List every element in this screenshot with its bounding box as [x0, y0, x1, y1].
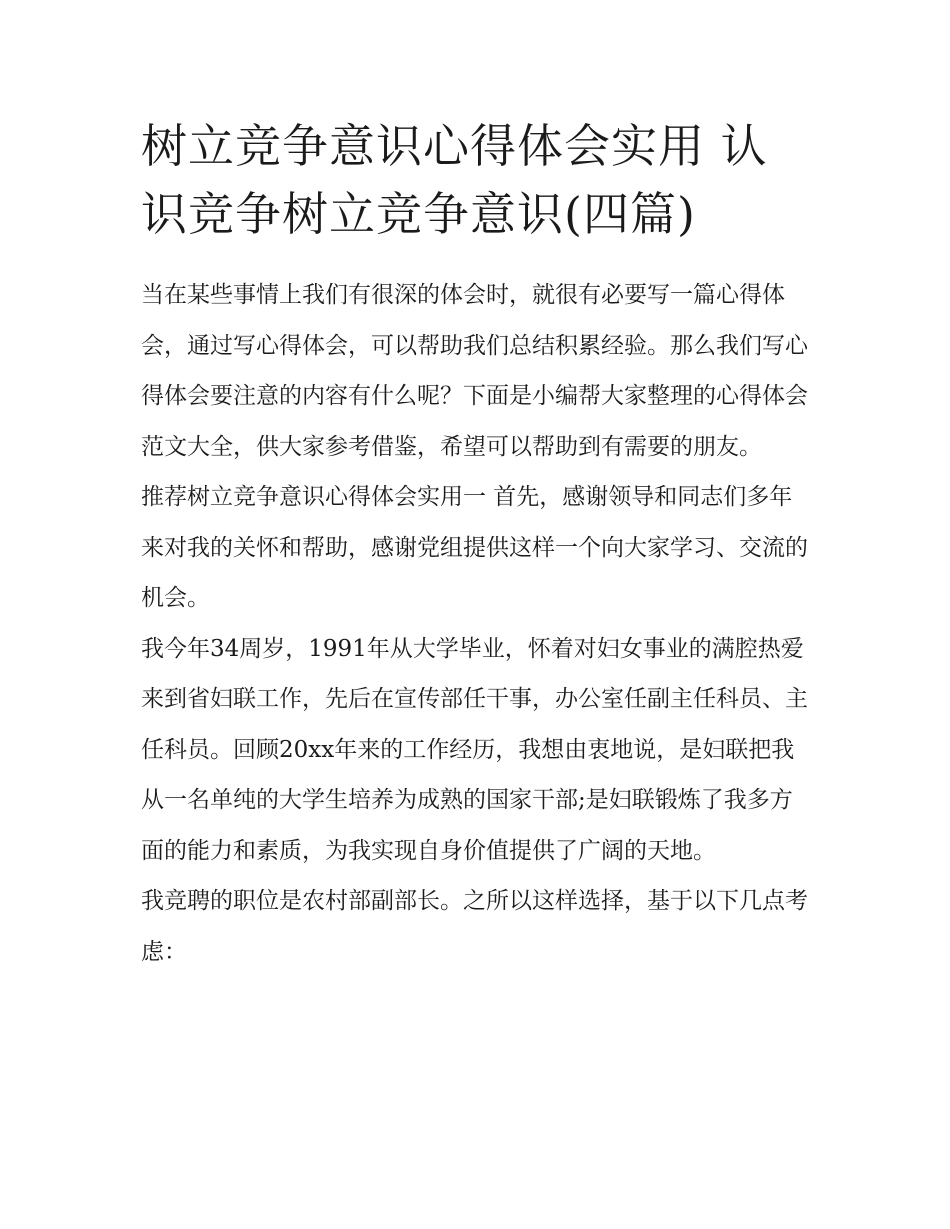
paragraph-recommend: 推荐树立竞争意识心得体会实用一 首先，感谢领导和同志们多年来对我的关怀和帮助，感谢党组提供这样一个向大家学习、交流的机会。: [141, 484, 808, 611]
document-title: 树立竞争意识心得体会实用 认识竞争树立竞争意识(四篇): [141, 119, 768, 241]
paragraph-intro: 当在某些事情上我们有很深的体会时，就很有必要写一篇心得体会，通过写心得体会，可以帮助我们总结积累经验。那么我们写心得体会要注意的内容有什么呢？下面是小编帮大家整理的心得体会范文大全，供大家参考借鉴，希望可以帮助到有需要的朋友。: [141, 282, 808, 460]
paragraph-background: 我今年34周岁，1991年从大学毕业，怀着对妇女事业的满腔热爱来到省妇联工作，先后在宣传部任干事，办公室任副主任科员、主任科员。回顾20xx年来的工作经历，我想由衷地说，是妇联把我从一名单纯的大学生培养为成熟的国家干部;是妇联锻炼了我多方面的能力和素质，为我实现自身价值提供了广阔的天地。: [141, 635, 808, 864]
document-page: [141, 112, 813, 977]
paragraph-position: 我竞聘的职位是农村部副部长。之所以这样选择，基于以下几点考虑：: [141, 888, 808, 965]
